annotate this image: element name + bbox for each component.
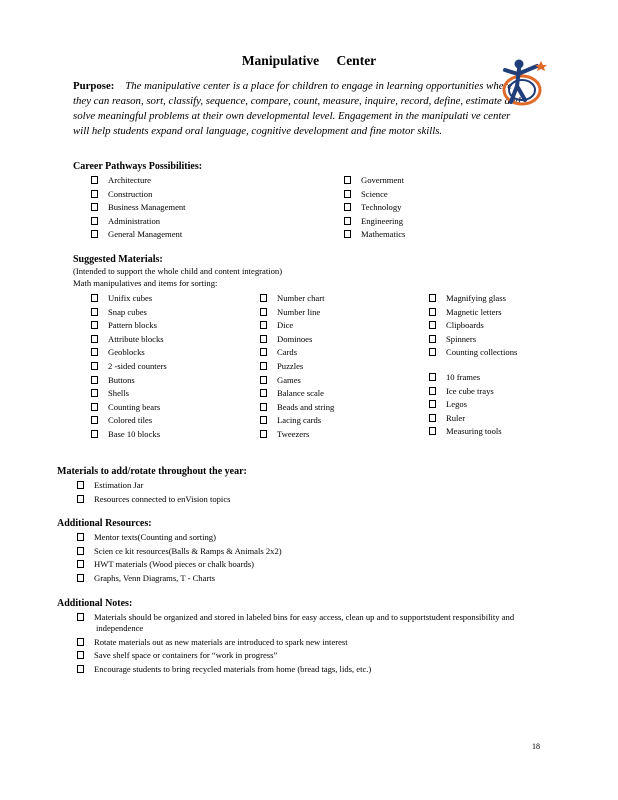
list-item: [429, 426, 502, 437]
list-item-text: Tweezers: [277, 429, 310, 439]
list-item: [91, 216, 160, 227]
checkbox-bullet-icon: [344, 176, 351, 184]
suggested-heading: Suggested Materials:: [73, 254, 163, 265]
list-item: [429, 320, 484, 331]
list-item: [91, 229, 182, 240]
list-item: [344, 216, 403, 227]
page-number: 18: [532, 742, 540, 751]
checkbox-bullet-icon: [260, 416, 267, 424]
list-item: [91, 320, 157, 331]
list-item-text: 2 -sided counters: [108, 361, 167, 371]
checkbox-bullet-icon: [77, 651, 84, 659]
checkbox-bullet-icon: [429, 373, 436, 381]
checkbox-bullet-icon: [429, 335, 436, 343]
checkbox-bullet-icon: [429, 321, 436, 329]
list-item-text: Materials should be organized and stored in labeled bins for easy access, clean up and to supportstudent responsibility and independence: [94, 612, 515, 633]
list-item-text: Encourage students to bring recycled materials from home (bread tags, lids, etc.): [94, 663, 372, 674]
list-item-text: Ruler: [446, 412, 466, 423]
checkbox-bullet-icon: [77, 547, 84, 555]
list-item: [429, 386, 494, 397]
checkbox-bullet-icon: [91, 362, 98, 370]
list-item-text: Geoblocks: [108, 347, 145, 358]
checkbox-bullet-icon: [260, 348, 267, 356]
list-item-text: Magnifying glass: [446, 293, 506, 303]
list-item-text: 10 frames: [446, 372, 481, 382]
list-item-text: Beads and string: [277, 401, 335, 412]
list-item: [77, 546, 282, 557]
list-item: [260, 347, 297, 358]
list-item-text: Magnetic letters: [446, 306, 502, 317]
checkbox-bullet-icon: [77, 638, 84, 646]
list-item: [77, 559, 254, 570]
list-item-text: Cards: [277, 347, 298, 358]
list-item-text: Games: [277, 374, 301, 385]
list-item: [260, 320, 293, 331]
checkbox-bullet-icon: [344, 217, 351, 225]
checkbox-bullet-icon: [429, 427, 436, 435]
list-item: [77, 612, 541, 634]
list-item: [429, 334, 476, 345]
list-item: [91, 202, 186, 213]
checkbox-bullet-icon: [77, 613, 84, 621]
list-item-text: Estimation Jar: [94, 480, 144, 490]
checkbox-bullet-icon: [429, 294, 436, 302]
list-item: [91, 334, 164, 345]
list-item-text: Resources connected to enVision topics: [94, 493, 231, 504]
list-item: [91, 388, 129, 399]
list-item-text: Rotate materials out as new materials are introduced to spark new interest: [94, 636, 348, 647]
list-item-text: HWT materials (Wood pieces or chalk boards): [94, 559, 254, 570]
purpose-text: The manipulative center is a place for children to engage in learning opportunities where they can reason, sort, classify, sequence, compare, count, measure, inquire, record, define, estimate and solve meaningful problems at their own developmental level. Engagement in the manipulati ve center will help students expand oral language, cognitive development and fine motor skills.: [73, 80, 521, 137]
checkbox-bullet-icon: [429, 414, 436, 422]
career-heading: Career Pathways Possibilities:: [73, 161, 203, 172]
checkbox-bullet-icon: [77, 495, 84, 503]
list-item-text: Graphs, Venn Diagrams, T - Charts: [94, 572, 216, 583]
checkbox-bullet-icon: [77, 665, 84, 673]
checkbox-bullet-icon: [260, 430, 267, 438]
list-item: [91, 293, 152, 304]
checkbox-bullet-icon: [260, 389, 267, 397]
list-item-text: Counting collections: [446, 347, 518, 358]
list-item: [429, 347, 528, 358]
list-item: [260, 375, 301, 386]
list-item-text: Government: [361, 175, 404, 185]
checkbox-bullet-icon: [91, 321, 98, 329]
list-item-text: Architecture: [108, 175, 151, 185]
purpose-paragraph: [73, 79, 528, 139]
list-item: [260, 361, 303, 372]
list-item-text: Scien ce kit resources(Balls & Ramps & Animals 2x2): [94, 545, 282, 556]
list-item: [260, 334, 312, 345]
list-item-text: Construction: [108, 188, 153, 199]
list-item-text: Counting bears: [108, 401, 161, 412]
list-item: [260, 307, 320, 318]
checkbox-bullet-icon: [91, 217, 98, 225]
list-item-text: Business Management: [108, 202, 186, 213]
list-item-text: Engineering: [361, 215, 403, 226]
list-item-text: Dominoes: [277, 333, 313, 344]
checkbox-bullet-icon: [91, 403, 98, 411]
list-item: [260, 429, 309, 440]
list-item-text: Colored tiles: [108, 415, 153, 426]
checkbox-bullet-icon: [77, 560, 84, 568]
checkbox-bullet-icon: [260, 376, 267, 384]
list-item-text: Unifix cubes: [108, 293, 153, 303]
list-item-text: Science: [361, 188, 388, 199]
list-item-text: Clipboards: [446, 320, 484, 331]
list-item-text: Snap cubes: [108, 306, 147, 317]
list-item-text: Shells: [108, 388, 130, 399]
list-item: [77, 650, 277, 661]
list-item-text: Number chart: [277, 293, 325, 303]
list-item-text: Lacing cards: [277, 415, 322, 426]
checkbox-bullet-icon: [91, 203, 98, 211]
list-item: [91, 429, 160, 440]
resources-heading: Additional Resources:: [57, 518, 152, 529]
person-with-globe-logo: [497, 56, 547, 110]
list-item: [344, 229, 405, 240]
checkbox-bullet-icon: [91, 190, 98, 198]
checkbox-bullet-icon: [77, 481, 84, 489]
list-item: [91, 402, 160, 413]
list-item-text: Legos: [446, 399, 468, 410]
list-item-text: Base 10 blocks: [108, 429, 161, 439]
checkbox-bullet-icon: [429, 387, 436, 395]
list-item: [91, 361, 167, 372]
list-item-text: Mentor texts(Counting and sorting): [94, 532, 216, 542]
list-item: [344, 175, 404, 186]
list-item-text: Technology: [361, 202, 402, 213]
list-item: [429, 399, 467, 410]
checkbox-bullet-icon: [260, 335, 267, 343]
list-item: [429, 372, 480, 383]
suggested-intro-line1: (Intended to support the whole child and content integration): [73, 266, 283, 276]
checkbox-bullet-icon: [91, 176, 98, 184]
list-item-text: Spinners: [446, 333, 477, 344]
checkbox-bullet-icon: [91, 376, 98, 384]
list-item: [91, 347, 145, 358]
checkbox-bullet-icon: [429, 400, 436, 408]
list-item-text: Save shelf space or containers for “work in progress”: [94, 650, 278, 661]
checkbox-bullet-icon: [260, 321, 267, 329]
checkbox-bullet-icon: [260, 362, 267, 370]
list-item: [260, 402, 334, 413]
checkbox-bullet-icon: [91, 335, 98, 343]
checkbox-bullet-icon: [91, 430, 98, 438]
list-item-text: Mathematics: [361, 229, 406, 240]
checkbox-bullet-icon: [260, 308, 267, 316]
list-item: [77, 494, 230, 505]
list-item-text: Administration: [108, 215, 161, 226]
purpose-label: Purpose:: [73, 80, 115, 92]
checkbox-bullet-icon: [344, 203, 351, 211]
checkbox-bullet-icon: [91, 294, 98, 302]
list-item: [260, 293, 324, 304]
list-item-text: General Management: [108, 229, 183, 240]
checkbox-bullet-icon: [260, 294, 267, 302]
suggested-intro-line2: Math manipulatives and items for sorting:: [73, 278, 218, 288]
checkbox-bullet-icon: [91, 416, 98, 424]
list-item: [344, 202, 401, 213]
checkbox-bullet-icon: [77, 533, 84, 541]
list-item: [77, 532, 216, 543]
list-item: [429, 307, 502, 318]
list-item: [77, 637, 348, 648]
checkbox-bullet-icon: [344, 230, 351, 238]
page-title: Manipulative Center: [241, 53, 377, 68]
notes-heading: Additional Notes:: [57, 598, 133, 609]
list-item-text: Puzzles: [277, 361, 304, 371]
list-item-text: Pattern blocks: [108, 320, 157, 331]
list-item: [77, 480, 143, 491]
list-item-text: Ice cube trays: [446, 385, 494, 396]
list-item-text: Measuring tools: [446, 426, 502, 437]
list-item: [344, 189, 388, 200]
list-item: [91, 175, 151, 186]
list-item-text: Balance scale: [277, 388, 324, 399]
list-item: [77, 573, 215, 584]
list-item-text: Dice: [277, 320, 294, 331]
list-item-text: Attribute blocks: [108, 333, 164, 344]
list-item: [91, 375, 135, 386]
checkbox-bullet-icon: [429, 348, 436, 356]
checkbox-bullet-icon: [344, 190, 351, 198]
rotate-heading: Materials to add/rotate throughout the year:: [57, 466, 247, 477]
list-item: [429, 293, 506, 304]
checkbox-bullet-icon: [91, 308, 98, 316]
list-item-text: Buttons: [108, 374, 135, 385]
list-item-text: Number line: [277, 306, 321, 317]
list-item: [91, 307, 147, 318]
list-item: [429, 413, 465, 424]
checkbox-bullet-icon: [91, 389, 98, 397]
list-item: [77, 664, 371, 675]
checkbox-bullet-icon: [429, 308, 436, 316]
checkbox-bullet-icon: [260, 403, 267, 411]
checkbox-bullet-icon: [91, 348, 98, 356]
list-item: [91, 415, 152, 426]
list-item: [260, 388, 324, 399]
list-item: [91, 189, 152, 200]
checkbox-bullet-icon: [77, 574, 84, 582]
list-item: [260, 415, 321, 426]
checkbox-bullet-icon: [91, 230, 98, 238]
